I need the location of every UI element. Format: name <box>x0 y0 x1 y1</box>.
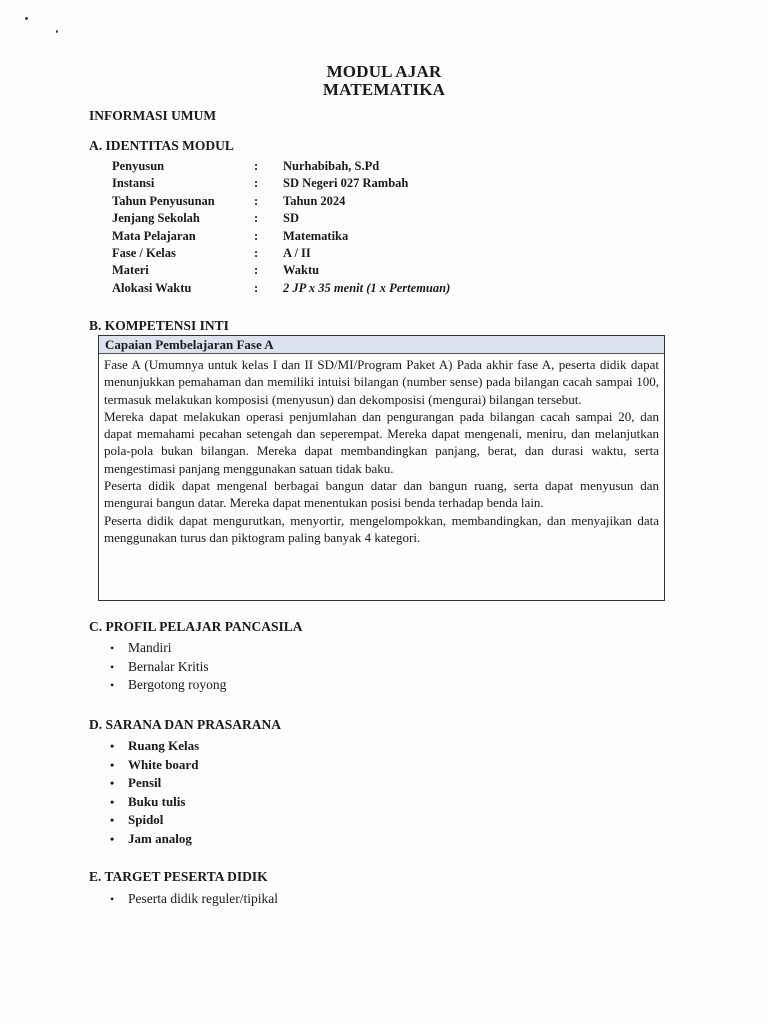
capaian-pembelajaran-box <box>98 335 665 601</box>
identity-colon: : <box>254 246 259 260</box>
capaian-paragraph: Fase A (Umumnya untuk kelas I dan II SD/MI/Program Paket A) Pada akhir fase A, peserta didik dapat menunjukkan pemahaman dan memiliki intuisi bilangan (number sense) pada bilangan cacah sampai 100, termasuk melakukan komposisi (menyusun) dan dekomposisi (mengurai) bilangan tersebut. <box>104 357 659 407</box>
identity-value: Nurhabibah, S.Pd <box>283 159 380 173</box>
section-sarana-prasarana: D. SARANA DAN PRASARANA <box>89 717 282 732</box>
identity-label: Fase / Kelas <box>112 246 176 260</box>
identity-colon: : <box>254 193 259 208</box>
identity-label: Materi <box>112 263 149 278</box>
capaian-paragraph: Peserta didik dapat mengurutkan, menyortir, mengelompokkan, membandingkan, dan menyajikan data menggunakan turus dan piktogram paling banyak 4 kategori. <box>104 512 659 545</box>
identity-label: Alokasi Waktu <box>112 280 192 295</box>
list-item: • Jam analog <box>110 830 199 849</box>
identity-label: Instansi <box>112 176 155 191</box>
list-item: • Pensil <box>110 774 199 793</box>
identity-value: Waktu <box>283 263 320 278</box>
capaian-paragraph: Peserta didik dapat mengenal berbagai bangun datar dan bangun ruang, serta dapat menyusun dan mengurai bangun datar. Mereka dapat menentukan posisi benda terhadap benda lain. <box>104 478 659 511</box>
section-informasi-umum: INFORMASI UMUM <box>89 108 217 123</box>
identity-label: Jenjang Sekolah <box>112 211 200 226</box>
identity-colon: : <box>254 211 259 226</box>
list-item: • Spidol <box>110 811 199 830</box>
identity-colon: : <box>254 280 259 295</box>
identity-colon: : <box>254 263 259 278</box>
list-item: • Ruang Kelas <box>110 737 199 756</box>
list-item: • White board <box>110 756 199 775</box>
identity-label: Mata Pelajaran <box>112 228 196 243</box>
profil-list <box>110 639 226 695</box>
section-profil-pelajar: C. PROFIL PELAJAR PANCASILA <box>89 619 303 634</box>
scan-speck <box>56 30 58 33</box>
identity-label: Tahun Penyusunan <box>112 193 215 208</box>
target-list <box>110 890 278 909</box>
document-title: MODUL AJAR <box>326 62 442 81</box>
identity-value: Tahun 2024 <box>283 193 346 208</box>
list-item: • Mandiri <box>110 639 226 658</box>
identity-value: SD Negeri 027 Rambah <box>283 176 409 191</box>
section-kompetensi-inti: B. KOMPETENSI INTI <box>89 318 229 333</box>
section-identitas-modul: A. IDENTITAS MODUL <box>89 138 234 153</box>
scan-speck <box>25 17 28 20</box>
identity-colon: : <box>254 176 259 191</box>
identity-label: Penyusun <box>112 159 165 173</box>
identity-value: SD <box>283 211 299 226</box>
identity-value: 2 JP x 35 menit (1 x Pertemuan) <box>283 280 451 295</box>
capaian-paragraph: Mereka dapat melakukan operasi penjumlahan dan pengurangan pada bilangan cacah sampai 20, dan dapat memahami pecahan setengah dan seperempat. Mereka dapat mengenali, meniru, dan melanjutkan pola-pola bukan bilangan. Mereka dapat membandingkan panjang, berat, dan durasi waktu, serta mengestimasi panjang menggunakan satuan tidak baku. <box>104 408 659 476</box>
identity-value: A / II <box>283 246 311 260</box>
identity-colon: : <box>254 228 259 243</box>
document-subject: MATEMATIKA <box>322 80 446 99</box>
list-item: • Buku tulis <box>110 793 199 812</box>
identity-value: Matematika <box>283 228 349 243</box>
capaian-heading: Capaian Pembelajaran Fase A <box>99 336 664 354</box>
section-target-peserta: E. TARGET PESERTA DIDIK <box>89 869 268 884</box>
sarana-list <box>110 737 199 848</box>
capaian-body <box>99 354 664 546</box>
list-item: • Bernalar Kritis <box>110 658 226 677</box>
identity-colon: : <box>254 159 259 173</box>
list-item: • Bergotong royong <box>110 676 226 695</box>
list-item: • Peserta didik reguler/tipikal <box>110 890 278 909</box>
